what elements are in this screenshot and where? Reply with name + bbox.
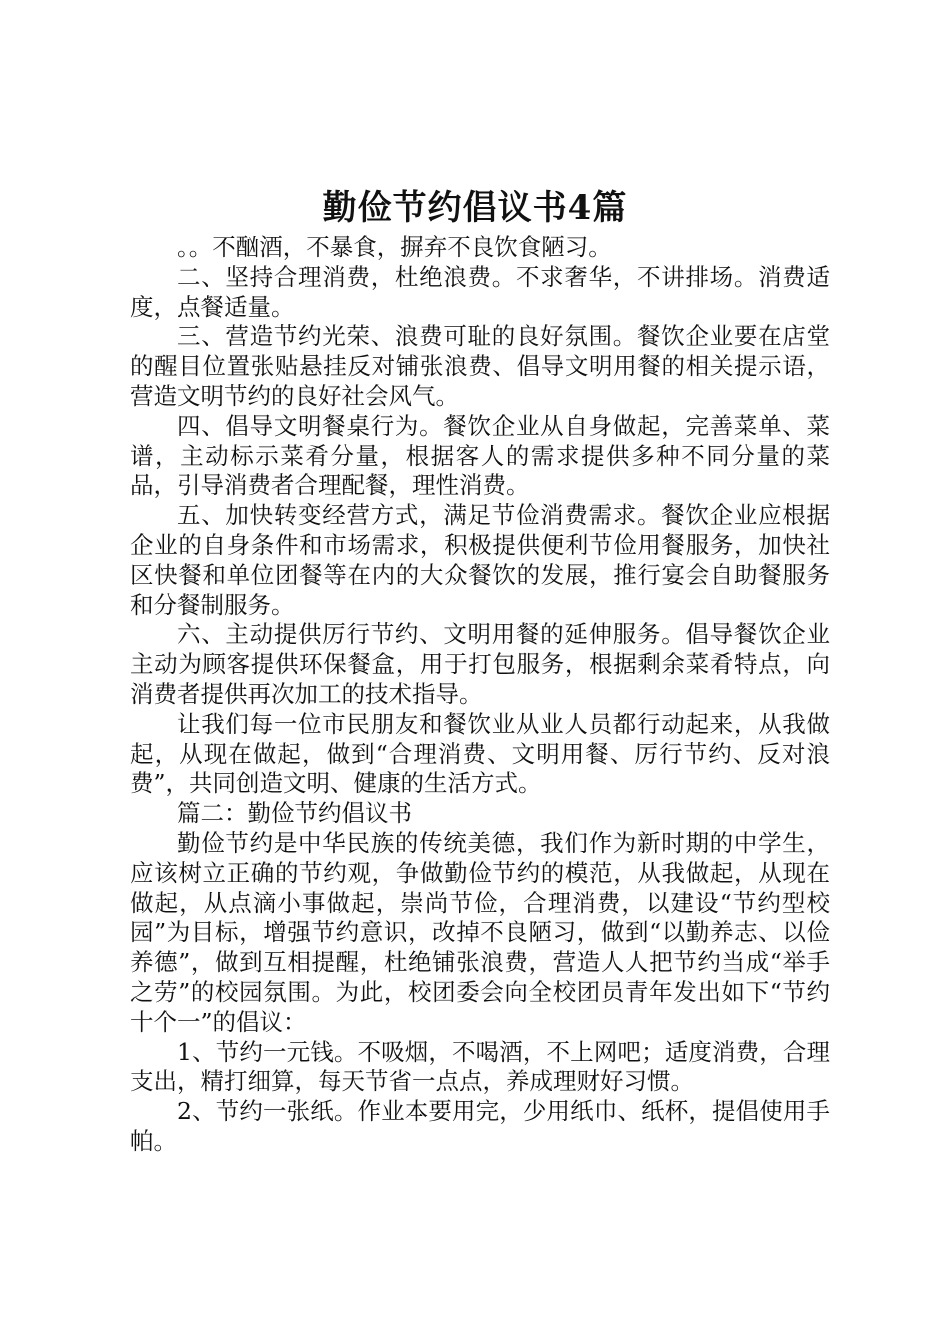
paragraph: 。。不酗酒，不暴食，摒弃不良饮食陋习。 [177,233,612,261]
paragraph: 五、加快转变经营方式，满足节俭消费需求。餐饮企业应根据企业的自身条件和市场需求，积极提供便利节俭用餐服务，加快社区快餐和单位团餐等在内的大众餐饮的发展，推行宴会自助餐服务和分餐制服务。 [130,501,830,619]
document-body [130,233,830,1157]
paragraph: 六、主动提供厉行节约、文明用餐的延伸服务。倡导餐饮企业主动为顾客提供环保餐盒，用于打包服务，根据剩余菜肴特点，向消费者提供再次加工的技术指导。 [130,620,830,708]
document-title: 勤俭节约倡议书4篇 [322,188,628,228]
list-item: 2、节约一张纸。作业本要用完，少用纸巾、纸杯，提倡使用手帕。 [130,1097,830,1155]
paragraph: 三、营造节约光荣、浪费可耻的良好氛围。餐饮企业要在店堂的醒目位置张贴悬挂反对铺张浪费、倡导文明用餐的相关提示语，营造文明节约的良好社会风气。 [130,322,830,410]
paragraph: 四、倡导文明餐桌行为。餐饮企业从自身做起，完善菜单、菜谱，主动标示菜肴分量，根据客人的需求提供多种不同分量的菜品，引导消费者合理配餐，理性消费。 [130,411,830,500]
paragraph: 二、坚持合理消费，杜绝浪费。不求奢华，不讲排场。消费适度，点餐适量。 [130,262,830,321]
list-item: 1、节约一元钱。不吸烟，不喝酒，不上网吧；适度消费，合理支出，精打细算，每天节省一点点，养成理财好习惯。 [130,1037,830,1096]
section-heading: 篇二：勤俭节约倡议书 [177,799,412,828]
paragraph: 勤俭节约是中华民族的传统美德，我们作为新时期的中学生，应该树立正确的节约观，争做勤俭节约的模范，从我做起，从现在做起，从点滴小事做起，崇尚节俭，合理消费，以建设“节约型校园”为目标，增强节约意识，改掉不良陋习，做到“以勤养志、以俭养德”，做到互相提醒，杜绝铺张浪费，营造人人把节约当成“举手之劳”的校园氛围。为此，校团委会向全校团员青年发出如下“节约十个一”的倡议： [130,828,830,1036]
paragraph: 让我们每一位市民朋友和餐饮业从业人员都行动起来，从我做起，从现在做起，做到“合理消费、文明用餐、厉行节约、反对浪费”，共同创造文明、健康的生活方式。 [130,709,830,798]
